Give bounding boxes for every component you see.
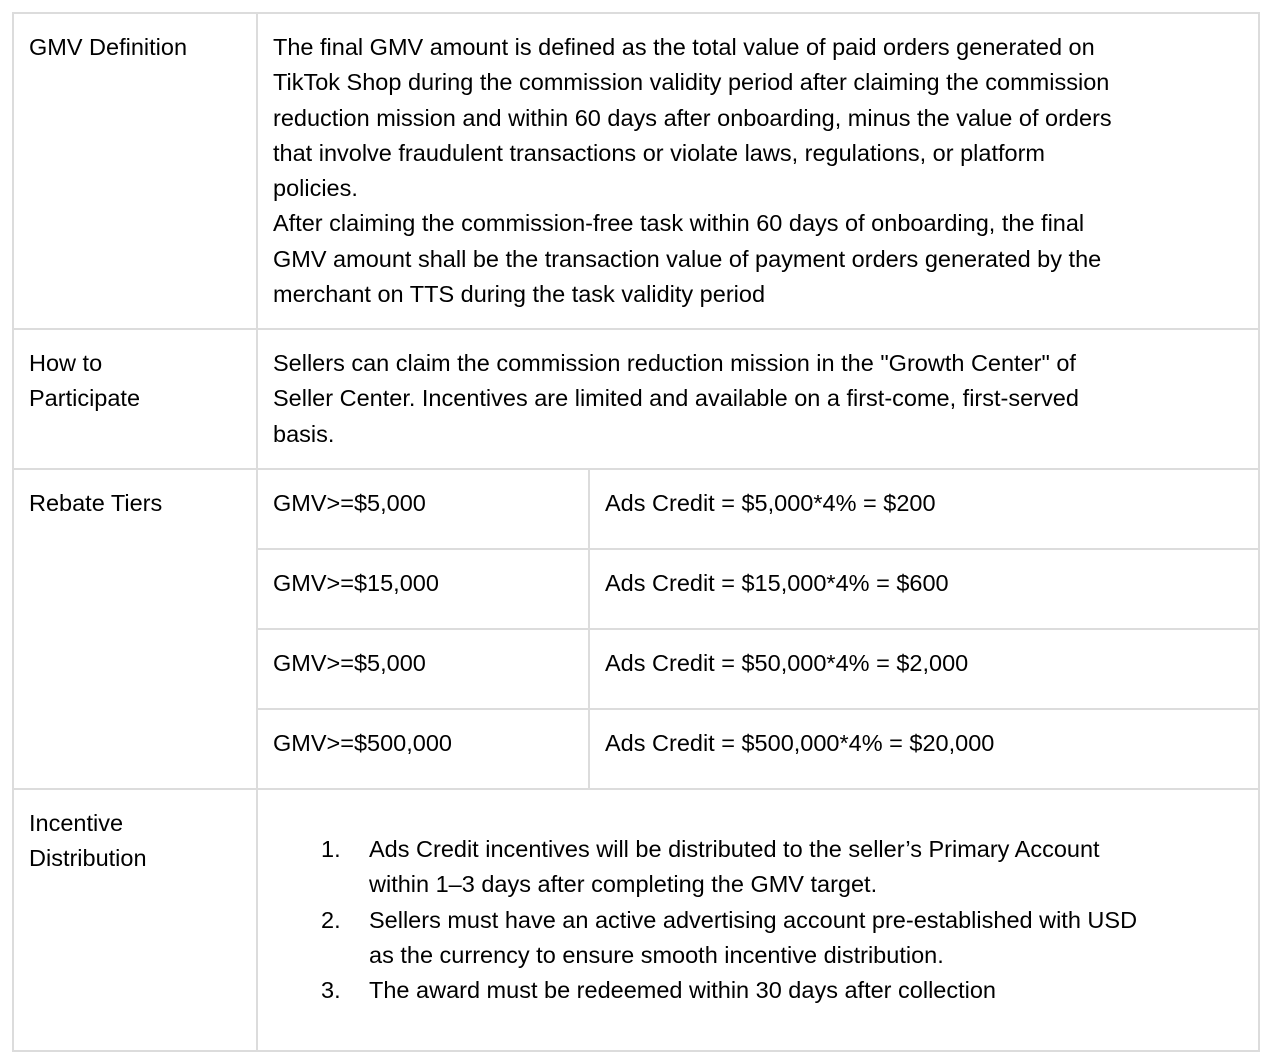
how-to-participate-label-cell xyxy=(29,346,140,417)
list-item-line: Sellers must have an active advertising account pre-established with USD xyxy=(369,906,1138,933)
list-number: 1. xyxy=(321,836,341,862)
rebate-tiers-label: Rebate Tiers xyxy=(29,490,163,516)
how-to-participate-label: How to xyxy=(29,350,103,376)
gmv-definition-line: The final GMV amount is defined as the total value of paid orders generated on xyxy=(273,34,1095,60)
how-to-participate-line: Seller Center. Incentives are limited and available on a first-come, first-served xyxy=(273,385,1079,412)
gmv-definition-label-cell xyxy=(29,30,187,65)
tier-credit xyxy=(605,646,968,681)
tier-credit xyxy=(605,726,994,761)
gmv-definition-text-cell xyxy=(273,30,1112,312)
incentive-distribution-label: Distribution xyxy=(29,845,147,872)
gmv-definition-line: policies. xyxy=(273,175,358,202)
gmv-definition-line: TikTok Shop during the commission validity period after claiming the commission xyxy=(273,69,1110,96)
list-number: 2. xyxy=(321,906,341,933)
row-divider xyxy=(14,468,1258,470)
gmv-definition-line: After claiming the commission-free task within 60 days of onboarding, the final xyxy=(273,210,1085,237)
how-to-participate-line: Sellers can claim the commission reduction mission in the "Growth Center" of xyxy=(273,350,1076,376)
tier-credit-text: Ads Credit = $500,000*4% = $20,000 xyxy=(605,730,995,756)
how-to-participate-label: Participate xyxy=(29,385,141,412)
list-item-line: within 1–3 days after completing the GMV target. xyxy=(369,871,878,898)
tier-gmv-text: GMV>=$5,000 xyxy=(273,490,426,516)
gmv-definition-line: merchant on TTS during the task validity period xyxy=(273,281,766,308)
row-divider xyxy=(256,628,1258,630)
row-divider xyxy=(14,788,1258,790)
list-item xyxy=(273,973,1137,1008)
tier-gmv-text: GMV>=$15,000 xyxy=(273,570,439,596)
column-divider xyxy=(588,470,590,788)
list-number: 3. xyxy=(321,977,341,1004)
row-divider xyxy=(14,328,1258,330)
tier-gmv xyxy=(273,726,452,761)
gmv-definition-label: GMV Definition xyxy=(29,34,188,60)
gmv-definition-line: GMV amount shall be the transaction value of payment orders generated by the xyxy=(273,245,1102,272)
list-item-line: Ads Credit incentives will be distributed to the seller’s Primary Account xyxy=(369,836,1100,862)
incentive-distribution-list-cell xyxy=(273,832,1137,1008)
tier-gmv-text: GMV>=$5,000 xyxy=(273,650,426,676)
tier-credit-text: Ads Credit = $15,000*4% = $600 xyxy=(605,570,949,596)
tier-credit xyxy=(605,566,949,601)
gmv-definition-line: reduction mission and within 60 days after onboarding, minus the value of orders xyxy=(273,104,1112,131)
list-item xyxy=(273,832,1137,903)
rules-table xyxy=(12,12,1260,1052)
tier-gmv xyxy=(273,646,426,681)
tier-credit-text: Ads Credit = $50,000*4% = $2,000 xyxy=(605,650,969,676)
row-divider xyxy=(256,548,1258,550)
tier-gmv xyxy=(273,566,439,601)
incentive-distribution-label: Incentive xyxy=(29,810,124,836)
row-divider xyxy=(256,708,1258,710)
list-item-line: as the currency to ensure smooth incentive distribution. xyxy=(369,941,944,968)
list-item xyxy=(273,903,1137,974)
tier-gmv xyxy=(273,486,426,521)
tier-credit-text: Ads Credit = $5,000*4% = $200 xyxy=(605,490,936,516)
gmv-definition-line: that involve fraudulent transactions or violate laws, regulations, or platform xyxy=(273,139,1045,166)
rebate-tiers-label-cell xyxy=(29,486,162,521)
how-to-participate-text-cell xyxy=(273,346,1079,452)
column-divider xyxy=(256,14,258,1050)
how-to-participate-line: basis. xyxy=(273,420,335,447)
tier-credit xyxy=(605,486,936,521)
list-item-line: The award must be redeemed within 30 days after collection xyxy=(369,977,996,1004)
tier-gmv-text: GMV>=$500,000 xyxy=(273,730,452,756)
incentive-distribution-label-cell xyxy=(29,806,147,877)
incentive-list xyxy=(273,832,1137,1008)
